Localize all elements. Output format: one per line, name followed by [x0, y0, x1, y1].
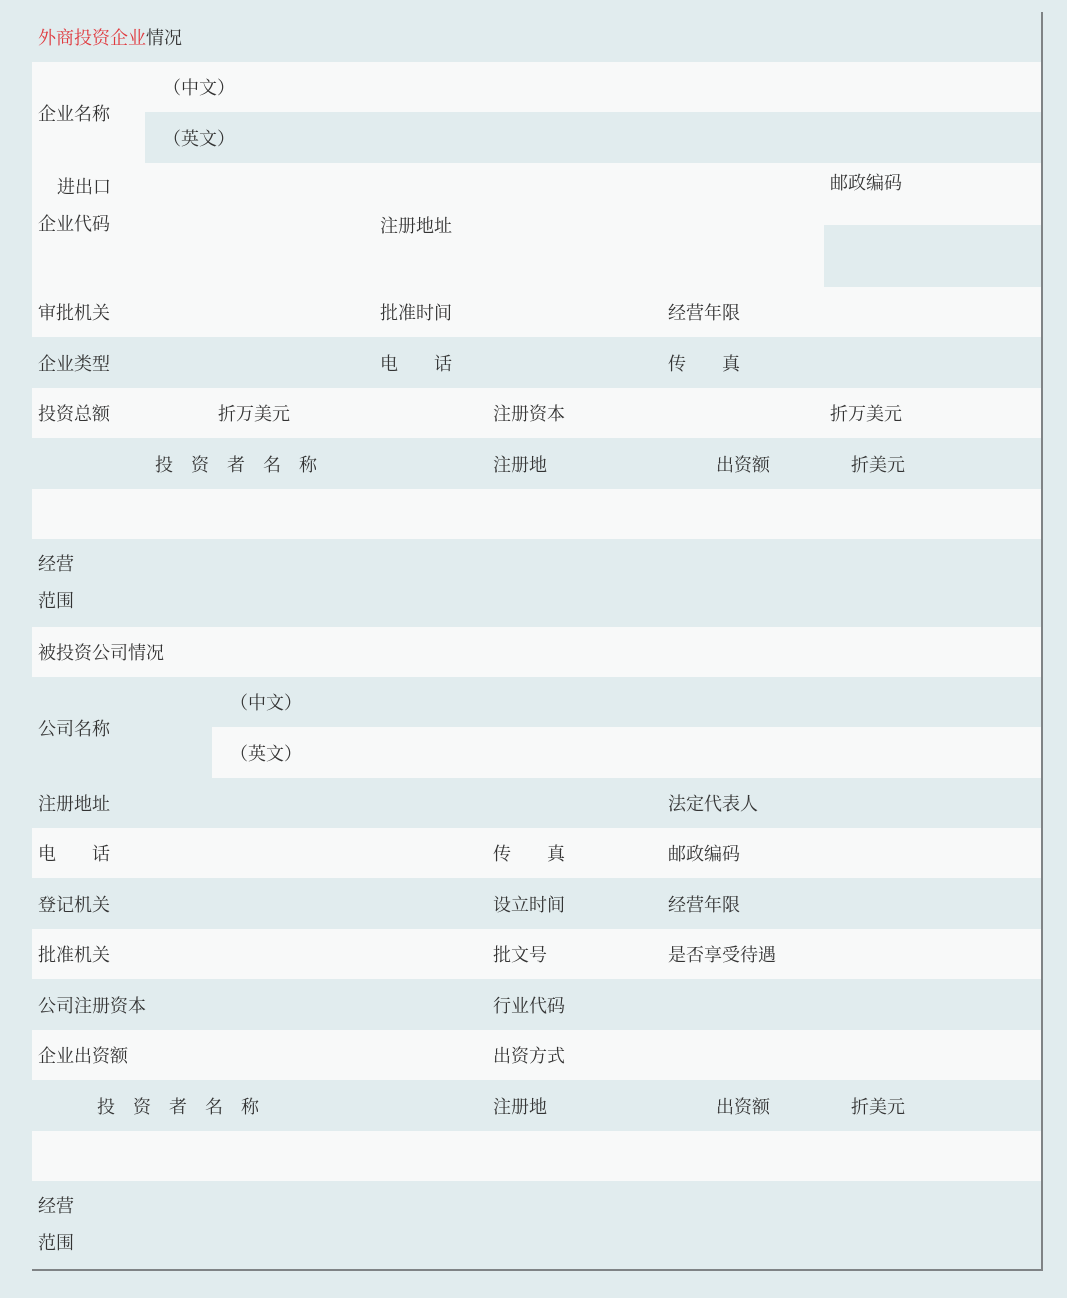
input-cell[interactable] — [487, 1131, 664, 1183]
invested-contribution-method-cell — [487, 1030, 664, 1082]
ie-code-1-label — [32, 163, 147, 289]
invested-phone-cell — [32, 828, 214, 880]
input-cell[interactable] — [662, 388, 826, 440]
invested-name-cn-cell — [212, 677, 1043, 729]
foreign-name-en-cell — [145, 112, 1043, 165]
enterprise-contribution-label: 企业出资额 — [38, 1046, 128, 1067]
title-rest: 情况 — [146, 28, 182, 49]
invested-operating-period-cell — [662, 878, 826, 931]
company-name-label: 企业名称 — [38, 103, 110, 125]
fax-label: 传 真 — [668, 353, 740, 375]
contribution-method-label: 出资方式 — [493, 1046, 565, 1067]
input-cell[interactable] — [662, 979, 1043, 1032]
invested-est-time-cell — [487, 878, 587, 931]
label-line: 范围 — [38, 1233, 74, 1254]
invested-preferential-cell — [662, 929, 826, 981]
foreign-company-name-cell — [32, 62, 147, 165]
postal-code-label: 邮政编码 — [830, 173, 902, 194]
foreign-registered-capital-cell — [487, 388, 664, 440]
invested-contribution-cell — [662, 1080, 826, 1133]
input-cell[interactable] — [212, 1030, 489, 1082]
usd-label: 折美元 — [851, 1096, 905, 1118]
input-cell[interactable] — [922, 388, 1043, 440]
input-cell[interactable] — [212, 979, 489, 1032]
input-cell[interactable] — [145, 388, 214, 440]
input-cell[interactable] — [824, 929, 1043, 981]
operating-period-label: 经营年限 — [668, 894, 740, 916]
industry-code-label: 行业代码 — [493, 995, 565, 1017]
label-line: 范围 — [38, 591, 74, 612]
approval-time-label: 批准时间 — [380, 303, 452, 324]
company-name-label: 公司名称 — [38, 718, 110, 740]
label-line: 进出口 — [57, 177, 111, 198]
invested-reg-authority-cell — [32, 878, 214, 931]
input-cell[interactable] — [824, 778, 1043, 830]
input-cell[interactable] — [585, 878, 664, 931]
input-cell[interactable] — [824, 489, 1043, 541]
input-cell[interactable] — [824, 1131, 1043, 1183]
input-cell[interactable] — [487, 163, 826, 289]
title-highlight: 外商投资企业 — [38, 28, 146, 49]
foreign-usd-10k-1-cell — [212, 388, 376, 440]
input-cell[interactable] — [32, 489, 489, 541]
input-cell[interactable] — [824, 225, 1043, 289]
input-cell[interactable] — [212, 878, 489, 931]
invested-enterprise-contribution-cell — [32, 1030, 214, 1082]
foreign-total-investment-cell — [32, 388, 147, 440]
input-cell[interactable] — [487, 337, 664, 390]
reg-place-label: 注册地 — [493, 1096, 547, 1118]
contribution-label: 出资额 — [716, 1096, 770, 1118]
usd-10k-2-label: 折万美元 — [830, 404, 902, 425]
postal-code-label: 邮政编码 — [668, 844, 740, 865]
invested-reg-capital-cell — [32, 979, 214, 1032]
input-cell[interactable] — [824, 828, 1043, 880]
usd-label: 折美元 — [851, 454, 905, 476]
input-cell[interactable] — [824, 337, 1043, 390]
scope-1-label — [32, 1181, 147, 1271]
foreign-operating-period-cell — [662, 287, 826, 339]
invested-industry-code-cell — [487, 979, 664, 1032]
input-cell[interactable] — [212, 929, 489, 981]
reg-place-label: 注册地 — [493, 454, 547, 476]
reg-authority-label: 登记机关 — [38, 894, 110, 916]
reg-address-label: 注册地址 — [380, 216, 452, 237]
input-cell[interactable] — [145, 1181, 1043, 1271]
invested-reg-address-cell — [32, 778, 214, 830]
input-cell[interactable] — [32, 1131, 489, 1183]
approval-no-label: 批文号 — [493, 945, 547, 966]
name-en-label: （英文） — [230, 743, 302, 765]
preferential-label: 是否享受待遇 — [668, 945, 776, 966]
input-cell[interactable] — [824, 878, 1043, 931]
foreign-name-cn-cell — [145, 62, 1043, 114]
label-line: 经营 — [38, 1196, 74, 1217]
total-investment-label: 投资总额 — [38, 404, 110, 425]
section-title-foreign — [32, 12, 1043, 64]
input-cell[interactable] — [585, 828, 664, 880]
name-cn-label: （中文） — [163, 78, 235, 99]
invested-fax-cell — [487, 828, 587, 880]
foreign-fax-cell — [662, 337, 826, 390]
reg-capital-label: 公司注册资本 — [38, 995, 146, 1017]
input-cell[interactable] — [212, 778, 664, 830]
legal-rep-label: 法定代表人 — [668, 794, 758, 815]
foreign-usd-cell — [824, 438, 1043, 491]
phone-label: 电 话 — [38, 844, 110, 865]
input-cell[interactable] — [662, 1030, 1043, 1082]
invested-postal-code-cell — [662, 828, 826, 880]
foreign-phone-cell — [374, 337, 489, 390]
reg-address-label: 注册地址 — [38, 794, 110, 815]
input-cell[interactable] — [824, 287, 1043, 339]
foreign-reg-place-cell — [487, 438, 664, 491]
invested-approval-no-cell — [487, 929, 587, 981]
foreign-contribution-cell — [662, 438, 826, 491]
label-line: 企业代码 — [38, 214, 110, 235]
invested-usd-cell — [824, 1080, 1043, 1133]
invested-title-cell — [32, 627, 1043, 679]
investor-name-label: 投 资 者 名 称 — [155, 454, 317, 476]
foreign-reg-address-cell — [374, 163, 489, 289]
scope-1-label — [32, 539, 1043, 629]
registered-capital-label: 注册资本 — [493, 404, 565, 425]
invested-legal-rep-cell — [662, 778, 826, 830]
approval-authority-label: 批准机关 — [38, 945, 110, 966]
est-time-label: 设立时间 — [493, 894, 565, 916]
foreign-postal-code-cell — [824, 163, 1043, 227]
enterprise-type-label: 企业类型 — [38, 353, 110, 375]
name-cn-label: （中文） — [230, 693, 302, 714]
foreign-usd-10k-2-cell — [824, 388, 924, 440]
input-cell[interactable] — [585, 929, 664, 981]
invested-approval-authority-cell — [32, 929, 214, 981]
phone-label: 电 话 — [380, 353, 452, 375]
input-cell[interactable] — [212, 828, 489, 880]
usd-10k-1-label: 折万美元 — [218, 404, 290, 425]
foreign-approval-authority-cell — [32, 287, 147, 339]
input-cell[interactable] — [487, 489, 664, 541]
input-cell[interactable] — [662, 1131, 826, 1183]
investment-registration-form — [32, 12, 1041, 1269]
foreign-investor-name-cell — [32, 438, 489, 491]
label-line: 经营 — [38, 554, 74, 575]
foreign-enterprise-type-cell — [32, 337, 147, 390]
input-cell[interactable] — [145, 337, 376, 390]
invested-name-en-cell — [212, 727, 1043, 780]
title-label: 被投资公司情况 — [38, 643, 164, 664]
invested-investor-name-cell — [32, 1080, 489, 1133]
foreign-approval-time-cell — [374, 287, 489, 339]
approval-authority-label: 审批机关 — [38, 303, 110, 324]
input-cell[interactable] — [145, 287, 376, 339]
investor-name-label: 投 资 者 名 称 — [97, 1096, 259, 1118]
input-cell[interactable] — [374, 388, 489, 440]
input-cell[interactable] — [487, 287, 664, 339]
name-en-label: （英文） — [163, 128, 235, 150]
operating-period-label: 经营年限 — [668, 303, 740, 324]
contribution-label: 出资额 — [716, 454, 770, 476]
input-cell[interactable] — [145, 163, 376, 289]
fax-label: 传 真 — [493, 844, 565, 865]
invested-company-name-cell — [32, 677, 214, 780]
invested-reg-place-cell — [487, 1080, 664, 1133]
input-cell[interactable] — [662, 489, 826, 541]
